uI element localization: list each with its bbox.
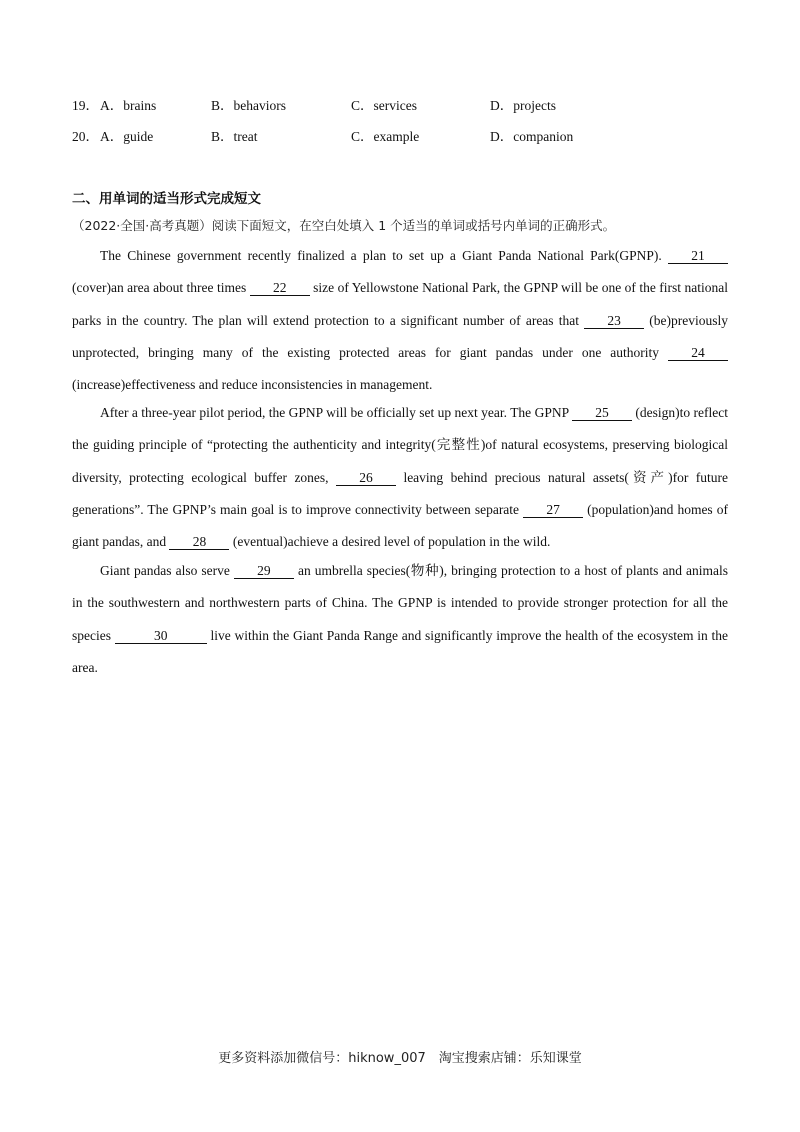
paragraph-text: leaving behind precious natural assets(资产)for future generations”. The GPNP’s main goal is to improve connectivity between separate <box>72 469 728 517</box>
blank-26: 26 <box>336 471 396 486</box>
option-c: C．example <box>351 129 420 144</box>
option-b: B．behaviors <box>211 98 286 113</box>
passage-paragraph-3 <box>72 555 728 684</box>
option-a: A．brains <box>100 98 157 113</box>
option-d: D．projects <box>490 98 556 113</box>
paragraph-text: (eventual)achieve a desired level of population in the wild. <box>229 534 551 550</box>
blank-22: 22 <box>250 281 310 296</box>
option-b: B．treat <box>211 129 258 144</box>
paragraph-text: After a three-year pilot period, the GPNP will be officially set up next year. The GPNP <box>100 405 572 420</box>
blank-30: 30 <box>115 629 207 644</box>
paragraph-text: size of Yellowstone National Park, the GPNP will be one of the first national parks in the country. The plan will extend protection to a significant number of areas that <box>72 280 728 328</box>
page-footer: 更多资料添加微信号：hiknow_007 淘宝搜索店铺：乐知课堂 <box>218 1051 582 1066</box>
passage-paragraph-2 <box>72 397 728 558</box>
blank-23: 23 <box>584 314 644 329</box>
blank-27: 27 <box>523 503 583 518</box>
question-number: 19． <box>72 98 99 113</box>
option-d: D．companion <box>490 129 574 144</box>
paragraph-text: (cover)an area about three times <box>72 280 250 296</box>
paragraph-text: (design)to reflect the guiding principle of “protecting the authenticity and integrity(完整性)of natural ecosystems, preserving biological diversity, protecting ecological buffer zones, <box>72 405 728 485</box>
option-c: C．services <box>351 98 417 113</box>
passage-paragraph-1 <box>72 240 728 401</box>
option-a: A．guide <box>100 129 154 144</box>
blank-21: 21 <box>668 249 728 264</box>
blank-29: 29 <box>234 564 294 579</box>
paragraph-text: an umbrella species(物种), bringing protection to a host of plants and animals in the southwestern and northwestern parts of China. The GPNP is intended to provide stronger protection for all the species <box>72 563 728 643</box>
blank-28: 28 <box>169 535 229 550</box>
blank-24: 24 <box>668 346 728 361</box>
question-number: 20． <box>72 129 99 144</box>
paragraph-text: (be)previously unprotected, bringing many of the existing protected areas for giant pandas under one authority <box>72 312 728 360</box>
paragraph-text: Giant pandas also serve <box>100 563 234 578</box>
paragraph-text: (increase)effectiveness and reduce inconsistencies in management. <box>72 377 433 393</box>
blank-25: 25 <box>572 406 632 421</box>
paragraph-text: The Chinese government recently finalized a plan to set up a Giant Panda National Park(GPNP). <box>100 248 668 263</box>
paragraph-text: live within the Giant Panda Range and significantly improve the health of the ecosystem in the area. <box>72 627 729 675</box>
section-instruction: （2022·全国·高考真题）阅读下面短文，在空白处填入 1 个适当的单词或括号内单词的正确形式。 <box>72 218 616 233</box>
section-title: 二、用单词的适当形式完成短文 <box>72 191 261 207</box>
paragraph-text: (population)and homes of giant pandas, and <box>72 501 728 550</box>
